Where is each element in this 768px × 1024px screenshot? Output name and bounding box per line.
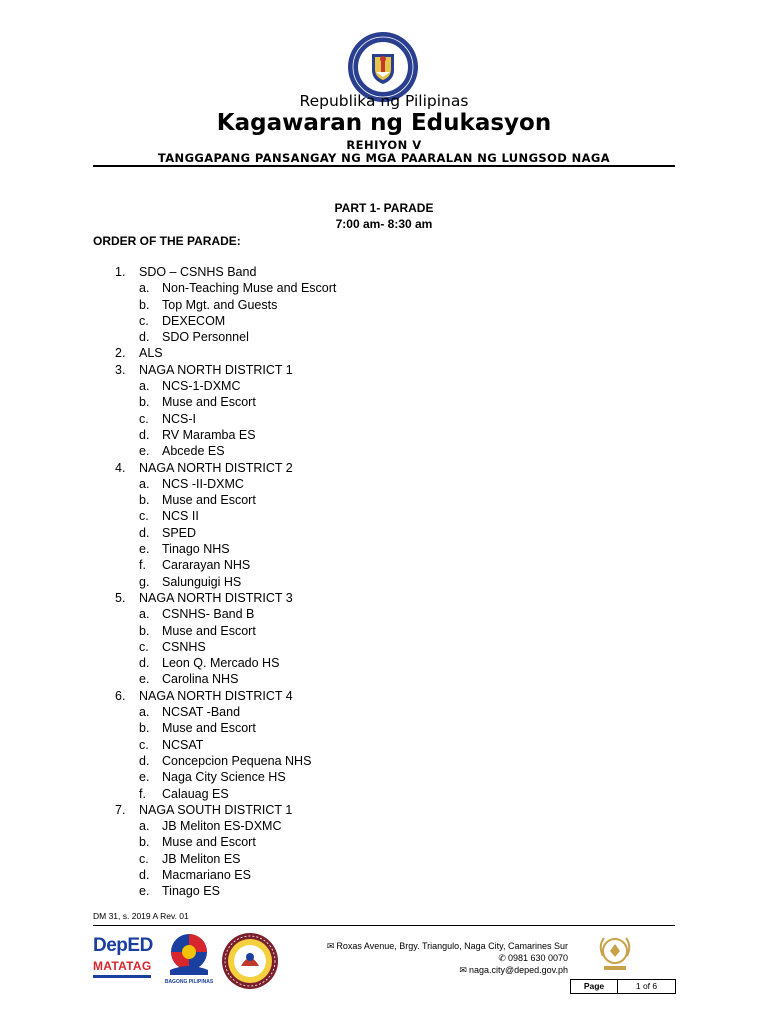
parade-subitem — [0, 492, 768, 508]
parade-subitem — [0, 574, 768, 590]
item-number: 1. — [115, 265, 126, 279]
subitem-letter: b. — [139, 493, 150, 508]
parade-subitem — [0, 737, 768, 753]
department-heading: Kagawaran ng Edukasyon — [216, 110, 552, 136]
parade-subitem — [0, 883, 768, 899]
footer-divider — [93, 925, 675, 926]
parade-subitem — [0, 541, 768, 557]
parade-subitem — [0, 867, 768, 883]
parade-subitem — [0, 704, 768, 720]
subitem-letter: a. — [139, 476, 150, 491]
deped-logo-text: DepED — [93, 935, 153, 956]
subitem-label: Macmariano ES — [162, 867, 251, 882]
page-value: 1 of 6 — [635, 981, 658, 991]
item-number: 2. — [115, 346, 126, 361]
parade-item — [0, 264, 768, 280]
parade-subitem — [0, 834, 768, 850]
matatag-underline — [93, 975, 151, 978]
parade-subitem — [0, 606, 768, 622]
subitem-label: Leon Q. Mercado HS — [162, 656, 280, 671]
parade-subitem — [0, 329, 768, 345]
subitem-label: Tinago NHS — [162, 542, 230, 557]
item-label: NAGA SOUTH DISTRICT 1 — [139, 802, 293, 817]
item-label: ALS — [139, 346, 163, 361]
matatag-logo-text: MATATAG — [93, 959, 152, 973]
region-heading: REHIYON V — [346, 138, 422, 152]
phone-line — [300, 952, 568, 964]
subitem-letter: e. — [139, 770, 150, 785]
subitem-letter: f. — [139, 786, 146, 801]
subitem-letter: b. — [139, 395, 150, 410]
parade-subitem — [0, 753, 768, 769]
parade-item — [0, 688, 768, 704]
subitem-label: RV Maramba ES — [162, 427, 256, 442]
subitem-letter: a. — [139, 281, 150, 296]
subitem-letter: a. — [139, 379, 150, 394]
subitem-label: NCS -II-DXMC — [162, 476, 244, 491]
address-text: Roxas Avenue, Brgy. Triangulo, Naga City, Camarines Sur — [336, 941, 568, 951]
subitem-label: DEXECOM — [162, 313, 226, 328]
subitem-letter: a. — [139, 705, 150, 720]
parade-subitem — [0, 557, 768, 573]
subitem-letter: d. — [139, 753, 150, 768]
subitem-label: CSNHS — [162, 639, 206, 654]
subitem-label: Salunguigi HS — [162, 574, 242, 589]
item-number: 5. — [115, 590, 126, 605]
bagong-pilipinas-icon — [160, 932, 218, 978]
subitem-letter: d. — [139, 656, 150, 671]
subitem-label: Calauag ES — [162, 786, 229, 801]
subitem-letter: e. — [139, 672, 150, 687]
subitem-letter: e. — [139, 884, 150, 899]
parade-item — [0, 345, 768, 361]
part-title: PART 1- PARADE — [334, 201, 434, 215]
parade-item — [0, 362, 768, 378]
item-label: NAGA NORTH DISTRICT 3 — [139, 590, 293, 605]
item-number: 7. — [115, 802, 126, 817]
bagong-pilipinas-label: BAGONG PILIPINAS — [164, 979, 214, 985]
parade-subitem — [0, 851, 768, 867]
parade-subitem — [0, 623, 768, 639]
subitem-label: JB Meliton ES-DXMC — [162, 819, 282, 834]
email-text: naga.city@deped.gov.ph — [468, 965, 568, 975]
parade-subitem — [0, 297, 768, 313]
subitem-label: NCS-I — [162, 411, 197, 426]
parade-subitem — [0, 786, 768, 802]
parade-item — [0, 590, 768, 606]
subitem-label: Cararayan NHS — [162, 558, 251, 573]
subitem-letter: e. — [139, 444, 150, 459]
subitem-label: JB Meliton ES — [162, 851, 241, 866]
subitem-label: Muse and Escort — [162, 835, 256, 850]
item-label: NAGA NORTH DISTRICT 1 — [139, 362, 293, 377]
item-number: 3. — [115, 362, 126, 377]
time-range: 7:00 am- 8:30 am — [335, 217, 433, 231]
subitem-label: NCSAT — [162, 737, 204, 752]
parade-subitem — [0, 394, 768, 410]
subitem-letter: b. — [139, 721, 150, 736]
parade-subitem — [0, 427, 768, 443]
parade-subitem — [0, 378, 768, 394]
envelope-icon: ✉ — [326, 941, 335, 951]
subitem-label: SPED — [162, 525, 197, 540]
subitem-label: Muse and Escort — [162, 623, 256, 638]
subitem-letter: c. — [139, 851, 149, 866]
subitem-label: Non-Teaching Muse and Escort — [162, 281, 337, 296]
parade-subitem — [0, 476, 768, 492]
parade-subitem — [0, 655, 768, 671]
republic-heading: Republika ng Pilipinas — [299, 92, 469, 110]
subitem-label: CSNHS- Band B — [162, 607, 255, 622]
parade-subitem — [0, 639, 768, 655]
subitem-label: NCS II — [162, 509, 199, 524]
subitem-label: NCS-1-DXMC — [162, 379, 241, 394]
subitem-label: SDO Personnel — [162, 330, 249, 345]
subitem-letter: c. — [139, 509, 149, 524]
subitem-letter: c. — [139, 737, 149, 752]
subitem-letter: c. — [139, 313, 149, 328]
subitem-label: Top Mgt. and Guests — [162, 297, 278, 312]
item-label: NAGA NORTH DISTRICT 4 — [139, 688, 293, 703]
subitem-label: Abcede ES — [162, 444, 225, 459]
item-number: 6. — [115, 688, 126, 703]
subitem-letter: c. — [139, 411, 149, 426]
subitem-label: Concepcion Pequena NHS — [162, 753, 312, 768]
subitem-label: Muse and Escort — [162, 493, 256, 508]
subitem-letter: f. — [139, 558, 146, 573]
subitem-letter: d. — [139, 525, 150, 540]
parade-order-list — [0, 264, 768, 900]
subitem-letter: b. — [139, 297, 150, 312]
subitem-label: Naga City Science HS — [162, 770, 286, 785]
sdo-naga-seal-icon — [221, 932, 279, 990]
deped-matatag-logo — [93, 935, 155, 991]
header-divider — [93, 165, 675, 167]
phone-text: 0981 630 0070 — [507, 953, 568, 963]
email-icon: ✉ — [459, 965, 467, 975]
parade-subitem — [0, 525, 768, 541]
parade-subitem — [0, 818, 768, 834]
item-label: NAGA NORTH DISTRICT 2 — [139, 460, 293, 475]
parade-subitem — [0, 720, 768, 736]
bagong-pilipinas-logo — [160, 932, 218, 992]
page-number-box — [570, 979, 676, 994]
parade-subitem — [0, 443, 768, 459]
office-heading: TANGGAPANG PANSANGAY NG MGA PAARALAN NG LUNGSOD NAGA — [157, 151, 611, 165]
subitem-label: Carolina NHS — [162, 672, 239, 687]
subitem-letter: d. — [139, 427, 150, 442]
email-line — [300, 964, 568, 976]
subitem-label: Muse and Escort — [162, 721, 256, 736]
subitem-letter: b. — [139, 623, 150, 638]
item-number: 4. — [115, 460, 126, 475]
item-label: SDO – CSNHS Band — [139, 265, 257, 279]
subitem-letter: e. — [139, 542, 150, 557]
contact-info — [300, 940, 568, 976]
parade-subitem — [0, 280, 768, 296]
parade-subitem — [0, 411, 768, 427]
parade-item — [0, 802, 768, 818]
order-heading: ORDER OF THE PARADE: — [93, 234, 241, 248]
address-line — [300, 940, 568, 952]
subitem-letter: a. — [139, 819, 150, 834]
subitem-letter: g. — [139, 574, 150, 589]
subitem-letter: d. — [139, 867, 150, 882]
document-reference: DM 31, s. 2019 A Rev. 01 — [93, 911, 189, 921]
parade-subitem — [0, 508, 768, 524]
parade-subitem — [0, 313, 768, 329]
parade-item — [0, 460, 768, 476]
subitem-letter: a. — [139, 607, 150, 622]
parade-subitem — [0, 769, 768, 785]
subitem-letter: c. — [139, 639, 149, 654]
subitem-label: NCSAT -Band — [162, 705, 241, 720]
subitem-letter: b. — [139, 835, 150, 850]
page-label: Page — [571, 980, 618, 993]
subitem-letter: d. — [139, 330, 150, 345]
phone-icon: ✆ — [498, 953, 506, 963]
parade-subitem — [0, 671, 768, 687]
award-seal-icon — [592, 932, 638, 974]
subitem-label: Muse and Escort — [162, 395, 256, 410]
subitem-label: Tinago ES — [162, 884, 220, 899]
